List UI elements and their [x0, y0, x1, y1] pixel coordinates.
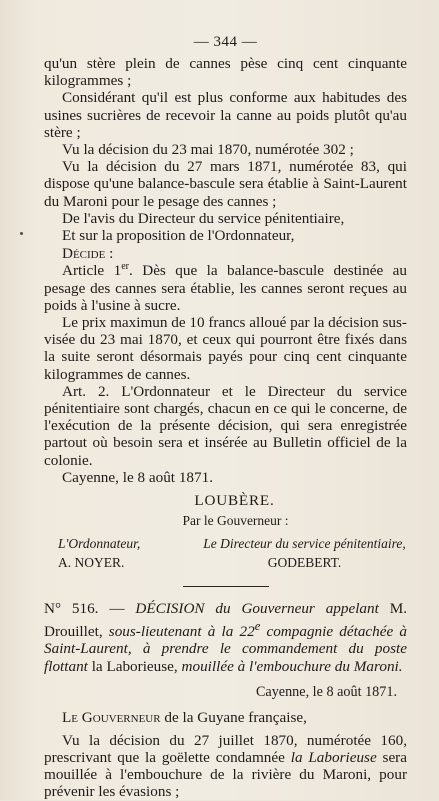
paragraph-continuation: qu'un stère plein de cannes pèse cinq cent cinquante kilogrammes ;: [44, 55, 407, 90]
paragraph-proposition: Et sur la proposition de l'Ordonnateur,: [62, 227, 295, 245]
gouverneur-opening: [44, 709, 407, 726]
directeur-title: Le Directeur du service pénitentiaire,: [203, 536, 406, 552]
directeur-name: GODEBERT.: [267, 555, 342, 571]
decision-heading: [44, 600, 407, 675]
gouverneur-rest: de la Guyane française,: [160, 708, 307, 726]
article-1: [44, 262, 407, 314]
section-divider: [183, 586, 269, 587]
decision-text-2: sous-lieutenant à la 22: [102, 622, 255, 640]
final-text-a: Vu la décision du 27 juillet 1870, numérotée 160, prescrivant que la goëlette condamnée: [44, 731, 407, 766]
decision-text-1: du Gouverneur appelant: [204, 600, 390, 618]
par-le-gouverneur: Par le Gouverneur :: [182, 513, 289, 529]
ordonnateur-title: L'Ordonnateur,: [58, 536, 141, 552]
decision-word: DÉCISION: [135, 600, 205, 618]
decision-superscript: e: [254, 618, 261, 633]
article-1-label: Article 1: [62, 262, 122, 280]
gouverneur-caps: Le Gouverneur: [62, 708, 161, 726]
paragraph-vu-1870-juillet: [44, 732, 407, 801]
date-line-1: Cayenne, le 8 août 1871.: [62, 468, 213, 486]
page-number: — 344 —: [193, 34, 258, 50]
ordonnateur-name: A. NOYER.: [58, 555, 125, 571]
paragraph-vu-1870: Vu la décision du 23 mai 1870, numérotée 302 ;: [62, 141, 354, 159]
decision-number: N° 516. —: [44, 600, 125, 618]
paragraph-avis: De l'avis du Directeur du service pénitentiaire,: [62, 209, 345, 227]
decision-text-4: mouillée à l'embouchure du: [177, 657, 354, 675]
signature-directeur: [202, 536, 407, 570]
final-boat: la Laborieuse: [290, 748, 377, 766]
article-1-superscript: er: [121, 261, 129, 273]
margin-dot: [20, 232, 23, 235]
paragraph-vu-1871: Vu la décision du 27 mars 1871, numérotée 83, qui dispose qu'une balance-bascule sera établie à Saint-Laurent du Maroni pour le pesage des cannes ;: [44, 158, 407, 210]
final-text-b: sera mouillée à l'embouchure de la rivière du Maroni, pour prévenir les évasions ;: [44, 748, 407, 801]
date-line-2: Cayenne, le 8 août 1871.: [255, 683, 397, 700]
decision-person: M. Drouillet,: [44, 600, 407, 640]
decide-heading: Décide :: [62, 245, 114, 263]
decision-place: Maroni.: [353, 657, 403, 675]
decision-text-3: compagnie détachée à Saint-Laurent, à prendre le commandement du poste flottant: [44, 622, 407, 675]
article-1-text: . Dès que la balance-bascule destinée au pesage des cannes sera établie, les cannes seront reçues au poids à l'usine à sucre.: [44, 262, 407, 314]
signature-loubere: LOUBÈRE.: [194, 492, 275, 510]
article-2: Art. 2. L'Ordonnateur et le Directeur du service pénitentiaire sont chargés, chacun en ce qui le concerne, de l'exécution de la présente décision, qui sera enregistrée partout où besoin sera et insérée au Bulletin officiel de la colonie.: [44, 382, 407, 469]
signature-ordonnateur: [44, 536, 198, 570]
signature-row: [44, 536, 407, 570]
paragraph-considerant: Considérant qu'il est plus conforme aux habitudes des usines sucrières de recevoir la canne au poids plutôt qu'au stère ;: [44, 89, 407, 141]
decision-boat: la Laborieuse,: [91, 657, 178, 675]
paragraph-prix: Le prix maximun de 10 francs alloué par la décision sus-visée du 23 mai 1870, et ceux qui pourront être fixés dans la suite seront désormais payés pour cinq cent cinquante kilogrammes de cannes.: [44, 314, 407, 383]
